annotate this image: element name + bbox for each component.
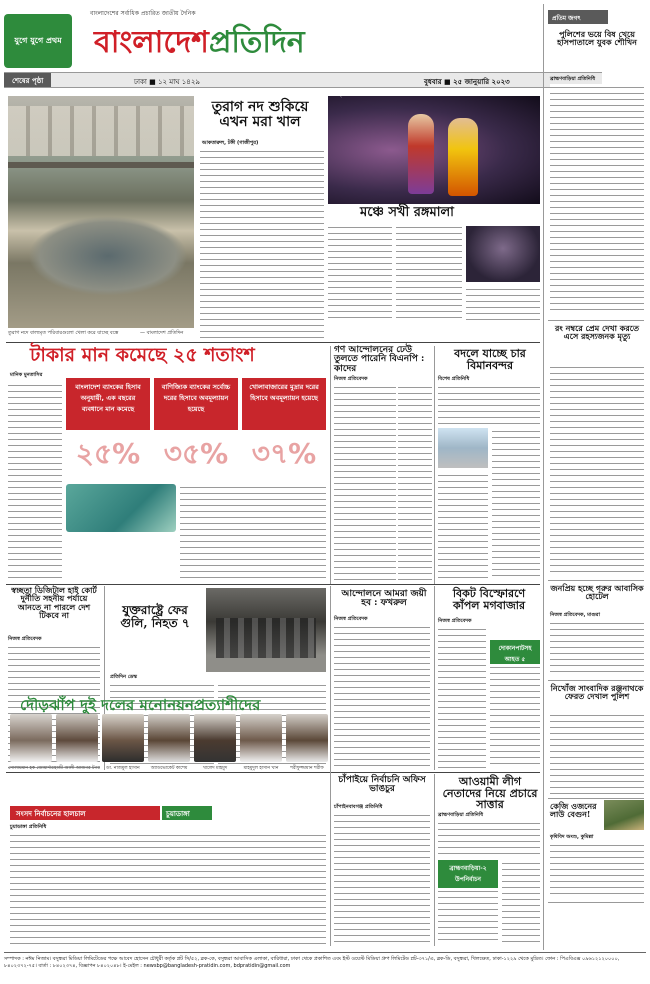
info-box-1-label: বাংলাদেশ ব্যাংকের হিসাব অনুযায়ী, এক বছরের ব্যবধানে মান কমেছে (66, 378, 150, 430)
candidate-name: অ্যাডভোকেট কাশেম (150, 766, 188, 771)
candidate-name: সোলায়মান হক জোয়ার্দার (8, 766, 54, 771)
election-body (10, 832, 326, 944)
divider (548, 320, 644, 321)
airport-body-2 (492, 428, 540, 580)
chapai-byline: চাঁপাইনবাবগঞ্জ প্রতিনিধি (334, 804, 383, 810)
us-photo-people (216, 618, 316, 658)
election-banner-place (162, 806, 212, 820)
info-box-1-value: ২৫% (75, 437, 141, 470)
right-column (543, 4, 647, 950)
story3-byline: নিজস্ব প্রতিবেদক, মাগুরা (550, 612, 601, 618)
info-box-3-label: খোলাবাজারের মুদ্রার দরের হিসাবে অবমূল্যায়ন হয়েছে (242, 378, 326, 430)
masthead-tagline: বাংলাদেশের সর্বাধিক প্রচারিত জাতীয় দৈনিক (90, 10, 196, 17)
column-divider (434, 774, 435, 946)
section-label (548, 10, 608, 24)
turag-body (200, 148, 324, 338)
chapai-headline: চাঁপাইয়ে নির্বাচনি অফিস ভাঙচুর (338, 775, 426, 795)
us-headline: যুক্তরাষ্ট্রে ফের গুলি, নিহত ৭ (120, 603, 190, 630)
story1-headline: পুলিশের ভয়ে বিষ খেয়ে হাসপাতালে যুবক শৌখিন (557, 29, 637, 48)
us-photo (206, 588, 326, 672)
candidate-name: মাহমুদুল হাসান খান (243, 766, 279, 771)
turag-byline: আকতারুল, টঙ্গী (গাজীপুর) (202, 140, 259, 146)
story3-headline: জনপ্রিয় হচ্ছে গরুর আবাসিক হোটেল (550, 583, 644, 602)
candidate-name: খালেদ মাহমুদ (202, 766, 228, 771)
banknote-image (66, 484, 176, 532)
story5-headline: কেজি ওজনের লাউ বেগুন! (550, 801, 597, 820)
date-left: ঢাকা ■ ১২ মাঘ ১৪২৯ (134, 78, 200, 86)
election-banner (10, 806, 160, 820)
candidate-photo (240, 714, 282, 762)
taka-infographic (66, 378, 326, 480)
divider (548, 680, 644, 681)
info-box-3 (242, 378, 326, 480)
dudok-headline: স্বচ্ছতা ডিজিটাল হাই কোর্ট দুর্নীতি সহনীয় পর্যায়ে আনতে না পারলে দেশ টিকবে না (11, 585, 97, 621)
bnp-body (334, 384, 396, 580)
bnp-byline: নিজস্ব প্রতিবেদক (334, 376, 368, 382)
section-label-text: প্রতিম জগৎ (552, 15, 581, 22)
masthead-title (94, 18, 305, 69)
bnp-headline: গণ আন্দোলনের ঢেউ তুলতে পারেনি বিএনপি : কাদের (334, 345, 425, 374)
taka-headline: টাকার মান কমেছে ২৫ শতাংশ (30, 344, 255, 366)
turag-photo-buildings (8, 106, 194, 156)
date-right: বুধবার ■ ২৫ জানুয়ারি ২০২৩ (424, 78, 510, 86)
candidate-photo (194, 714, 236, 762)
blast-body (438, 626, 486, 768)
culture-body-2 (396, 224, 462, 320)
candidate-photo (286, 714, 328, 762)
info-box-3-value: ৩৭% (251, 437, 317, 470)
election-byline: চুয়াডাঙ্গা প্রতিনিধি (10, 824, 47, 830)
column-divider (330, 700, 331, 946)
date-bar (4, 72, 602, 88)
stage-photo (328, 96, 540, 204)
masthead-title-part2: প্রতিদিন (208, 25, 305, 60)
dudok-byline: নিজস্ব প্রতিবেদক (8, 636, 42, 642)
candidate-name: শরীফুজ্জামান শরীফ (290, 766, 324, 771)
divider (548, 798, 644, 799)
election-banner-right: চুয়াডাঙ্গা (166, 810, 190, 818)
story3-body (550, 620, 644, 676)
taka-byline: মানিক মুনতাসির (10, 372, 43, 378)
story1-byline: ব্রাহ্মণবাড়িয়া প্রতিনিধি (550, 76, 596, 82)
info-box-2-label: বাণিজ্যিক ব্যাংকের সর্বোচ্চ দরের হিসাবে অবমূল্যায়ন হয়েছে (154, 378, 238, 430)
stage-dancer-left (408, 114, 434, 194)
airport-body (438, 384, 540, 424)
airport-byline: বিশেষ প্রতিনিধি (438, 376, 470, 382)
page-label: শেষের পৃষ্ঠা (4, 73, 51, 87)
horizontal-rule (6, 342, 540, 343)
turag-credit: — বাংলাদেশ প্রতিদিন (140, 330, 184, 336)
taka-body-left (8, 382, 62, 578)
info-box-2 (154, 378, 238, 480)
masthead-badge-text: যুগে যুগে প্রথম (14, 35, 62, 45)
bnp-body-2 (398, 384, 432, 580)
footer-imprint (4, 952, 646, 980)
culture-photo-small (466, 226, 540, 282)
awami-body-2 (502, 860, 540, 944)
culture-body-1 (328, 224, 392, 320)
candidate-name: হাজী আলী আজগর টগর (54, 766, 100, 771)
turag-photo (8, 96, 194, 328)
column-divider (434, 346, 435, 584)
awami-body (438, 820, 540, 856)
info-box-1 (66, 378, 150, 480)
masthead-title-part1: বাংলাদেশ (94, 25, 209, 60)
story4-headline: নিখোঁজ সাংবাদিক রঞ্জনাথকে ফেরত দেখাল পুলিশ (550, 683, 644, 702)
fakhrul-byline: নিজস্ব প্রতিবেদক (334, 616, 368, 622)
turag-caption: তুরাগ নদে বাল্যমৃত পরিবারগুলো খেলা করে যাচ্ছে বস্তে (8, 330, 119, 336)
fakhrul-body (334, 624, 430, 768)
horizontal-rule (6, 772, 540, 773)
airport-body-3 (438, 472, 488, 580)
candidate-photo (148, 714, 190, 762)
taka-body-right (180, 484, 326, 578)
blast-body-2 (490, 664, 540, 768)
culture-body-3 (466, 286, 540, 320)
awami-headline: আওয়ামী লীগ নেতাদের নিয়ে প্রচারে সাত্তার (442, 775, 538, 812)
us-byline: প্রতিদিন ডেস্ক (110, 674, 138, 680)
blast-badge: দোকানপাটসহ আহত ৫ (490, 640, 540, 668)
stage-dancer-right (448, 118, 478, 196)
masthead-badge (4, 14, 72, 68)
awami-byline: ব্রাহ্মণবাড়িয়া প্রতিনিধি (438, 812, 484, 818)
candidate-photo (102, 714, 144, 762)
chapai-body (334, 812, 430, 944)
blast-byline: নিজস্ব প্রতিবেদক (438, 618, 472, 624)
turag-headline: তুরাগ নদ শুকিয়ে এখন মরা খাল (211, 99, 309, 130)
story5-byline: কৃষিবিদ অংশু, কুমিল্লা (550, 834, 594, 840)
footer-imprint-text: সম্পাদক : নঈম নিজাম। বসুন্ধরা মিডিয়া লিমিটেডের পক্ষে আবেদ হোসেন চৌধুরী কর্তৃক প্লট সি/৫২, ব্লক-কে, বসুন্ধরা আবাসিক এলাকা, বারিধারা, ঢাকা থেকে প্রকাশিত এবং ইস্ট ওয়েস্ট মিডিয়া গ্রুপ লিমিটেড প্লট-৩৭১/এ, ব্লক-ডি, বসুন্ধরা, খিলক্ষেত, ঢাকা-১২২৯ থেকে মুদ্রিত। ফোন : পিএবিএক্স ০৯৬১২১২০০০০, ৮৪০২৩৭২-৭৫। বার্তা : ৮৪০২৩৭৪, বিজ্ঞাপন ৮৪০২০৪৮। ই-মেইল : newsbp@bangladesh-pratidin.com, bdpratidin@gmail.com (4, 956, 620, 969)
story2-headline: রং নম্বরে প্রেম দেখা করতে এসে রহস্যজনক মৃত্যু (555, 323, 639, 342)
column-divider (434, 586, 435, 770)
masthead (4, 4, 602, 72)
candidate-name: ডা. নাজমুল হাসান (106, 766, 140, 771)
story4-body (550, 712, 644, 794)
story5-body (550, 842, 644, 896)
election-headline: দৌড়ঝাঁপ দুই দলের মনোনয়নপ্রত্যাশীদের (20, 696, 261, 714)
turag-photo-bridge (8, 162, 194, 168)
story2-body (550, 364, 644, 574)
divider (548, 902, 644, 903)
awami-body-3 (438, 888, 498, 944)
awami-badge: ব্রাহ্মণবাড়িয়া-২ উপনির্বাচন (438, 860, 498, 888)
airport-render (438, 428, 488, 468)
fakhrul-headline: আন্দোলনে আমরা জয়ী হব : ফখরুল (341, 589, 427, 609)
airport-headline: বদলে যাচ্ছে চার বিমানবন্দর (454, 347, 526, 372)
story1-body (550, 84, 644, 314)
story5-photo (604, 800, 644, 830)
column-divider (330, 346, 331, 584)
candidate-photo (56, 714, 98, 762)
info-box-2-value: ৩৫% (163, 437, 229, 470)
election-banner-left: সংসদ নির্বাচনের হালচাল (16, 810, 86, 818)
candidate-photo (10, 714, 52, 762)
divider (548, 580, 644, 581)
turag-photo-riverbed (28, 216, 188, 296)
culture-headline: মঞ্চে সখী রঙ্গমালা (360, 205, 454, 220)
culture-kicker: সাংস্কৃতিক প্রতিবেদক (332, 92, 373, 98)
blast-headline: বিকট বিস্ফোরণে কাঁপল মগবাজার (452, 587, 526, 612)
